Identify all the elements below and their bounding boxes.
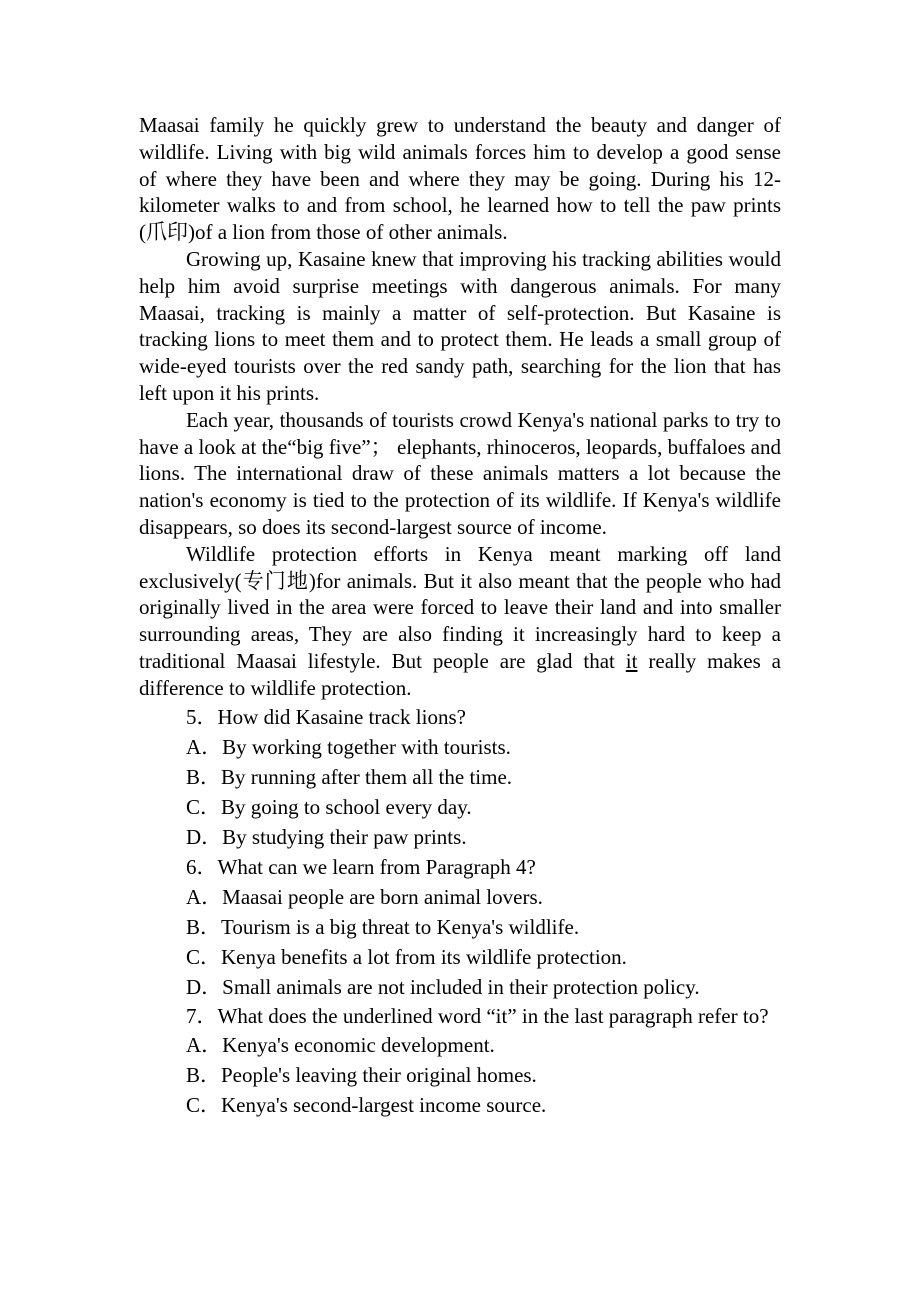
question-7-option-b: B．People's leaving their original homes. xyxy=(186,1062,537,1087)
question-6-option-c: C．Kenya benefits a lot from its wildlife protection. xyxy=(186,944,627,969)
question-6-option-b: B．Tourism is a big threat to Kenya's wildlife. xyxy=(186,914,580,939)
question-6-option-d: D．Small animals are not included in their protection policy. xyxy=(186,974,700,999)
question-6-stem: 6．What can we learn from Paragraph 4? xyxy=(186,854,536,879)
question-5 xyxy=(139,702,781,852)
paragraph-4-text-before: Wildlife protection efforts in Kenya meant marking off land exclusively(专门地)for animals. But it also meant that the people who had originally lived in the area were forced to leave their land and into smaller surrounding areas, They are also finding it increasingly hard to keep a traditional Maasai lifestyle. But people are glad that xyxy=(139,541,781,673)
passage-paragraph-4 xyxy=(139,541,781,702)
passage-paragraph-1: Maasai family he quickly grew to understand the beauty and danger of wildlife. Living with big wild animals forces him to develop a good sense of where they have been and where they may be going. During his 12-kilometer walks to and from school, he learned how to tell the paw prints (爪印)of a lion from those of other animals. xyxy=(139,113,781,245)
question-7-option-a: A．Kenya's economic development. xyxy=(186,1032,495,1057)
question-7-stem: 7．What does the underlined word “it” in the last paragraph refer to? xyxy=(186,1003,769,1028)
question-6-option-a: A．Maasai people are born animal lovers. xyxy=(186,884,543,909)
question-6 xyxy=(139,852,781,1002)
paragraph-4-text-after: really makes a difference to wildlife protection. xyxy=(139,648,781,700)
question-5-option-c: C．By going to school every day. xyxy=(186,794,472,819)
question-5-stem: 5．How did Kasaine track lions? xyxy=(186,704,466,729)
underlined-word: it xyxy=(625,648,638,673)
document-page xyxy=(139,112,781,1120)
question-7 xyxy=(139,1002,781,1120)
question-7-option-c: C．Kenya's second-largest income source. xyxy=(186,1092,547,1117)
question-5-option-d: D．By studying their paw prints. xyxy=(186,824,467,849)
question-5-option-b: B．By running after them all the time. xyxy=(186,764,513,789)
question-5-option-a: A．By working together with tourists. xyxy=(186,734,511,759)
passage-paragraph-2: Growing up, Kasaine knew that improving his tracking abilities would help him avoid surprise meetings with dangerous animals. For many Maasai, tracking is mainly a matter of self-protection. But Kasaine is tracking lions to meet them and to protect them. He leads a small group of wide-eyed tourists over the red sandy path, searching for the lion that has left upon it his prints. xyxy=(139,246,781,405)
passage-paragraph-3: Each year, thousands of tourists crowd Kenya's national parks to try to have a look at the“big five”； elephants, rhinoceros, leopards, buffaloes and lions. The international draw of these animals matters a lot because the nation's economy is tied to the protection of its wildlife. If Kenya's wildlife disappears, so does its second-largest source of income. xyxy=(139,407,781,539)
